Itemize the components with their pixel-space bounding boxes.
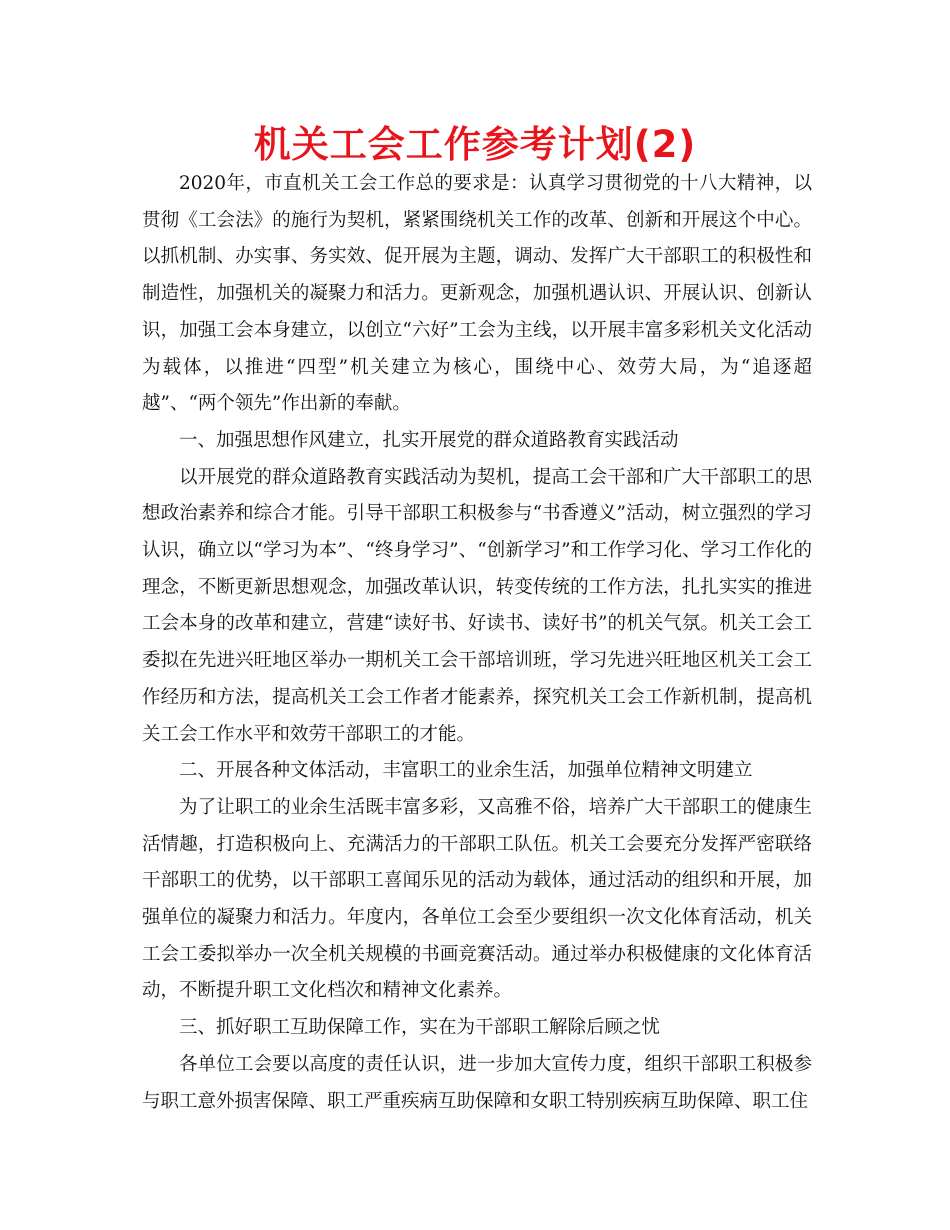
document-title: 机关工会工作参考计划(2) (253, 123, 697, 166)
section-3-paragraph: 各单位工会要以高度的责任认识，进一步加大宣传力度，组织干部职工积极参与职工意外损害保障、职工严重疾病互助保障和女职工特别疾病互助保障、职工住 (142, 1053, 812, 1112)
section-heading-1: 一、加强思想作风建立，扎实开展党的群众道路教育实践活动 (179, 429, 679, 451)
document-body (142, 166, 812, 1120)
section-2-paragraph: 为了让职工的业余生活既丰富多彩，又高雅不俗，培养广大干部职工的健康生活情趣，打造积极向上、充满活力的干部职工队伍。机关工会要充分发挥严密联络干部职工的优势，以干部职工喜闻乐见的活动为载体，通过活动的组织和开展，加强单位的凝聚力和活力。年度内，各单位工会至少要组织一次文化体育活动，机关工会工委拟举办一次全机关规模的书画竞赛活动。通过举办积极健康的文化体育活动，不断提升职工文化档次和精神文化素养。 (142, 796, 812, 1002)
section-heading-3: 三、抓好职工互助保障工作，实在为干部职工解除后顾之忧 (179, 1017, 661, 1039)
intro-paragraph: 2020年，市直机关工会工作总的要求是：认真学习贯彻党的十八大精神，以贯彻《工会法》的施行为契机，紧紧围绕机关工作的改革、创新和开展这个中心。以抓机制、办实事、务实效、促开展为主题，调动、发挥广大干部职工的积极性和制造性，加强机关的凝聚力和活力。更新观念，加强机遇认识、开展认识、创新认识，加强工会本身建立，以创立“六好”工会为主线，以开展丰富多彩机关文化活动为载体，以推进“四型”机关建立为核心，围绕中心、效劳大局，为“追逐超越”、“两个领先”作出新的奉献。 (142, 173, 812, 415)
section-heading-2: 二、开展各种文体活动，丰富职工的业余生活，加强单位精神文明建立 (179, 760, 753, 782)
section-1-paragraph: 以开展党的群众道路教育实践活动为契机，提高工会干部和广大干部职工的思想政治素养和综合才能。引导干部职工积极参与“书香遵义”活动，树立强烈的学习认识，确立以“学习为本”、“终身学习”、“创新学习”和工作学习化、学习工作化的理念，不断更新思想观念，加强改革认识，转变传统的工作方法，扎扎实实的推进工会本身的改革和建立，营建“读好书、好读书、读好书”的机关气氛。机关工会工委拟在先进兴旺地区举办一期机关工会干部培训班，学习先进兴旺地区机关工会工作经历和方法，提高机关工会工作者才能素养，探究机关工会工作新机制，提高机关工会工作水平和效劳干部职工的才能。 (142, 466, 812, 745)
